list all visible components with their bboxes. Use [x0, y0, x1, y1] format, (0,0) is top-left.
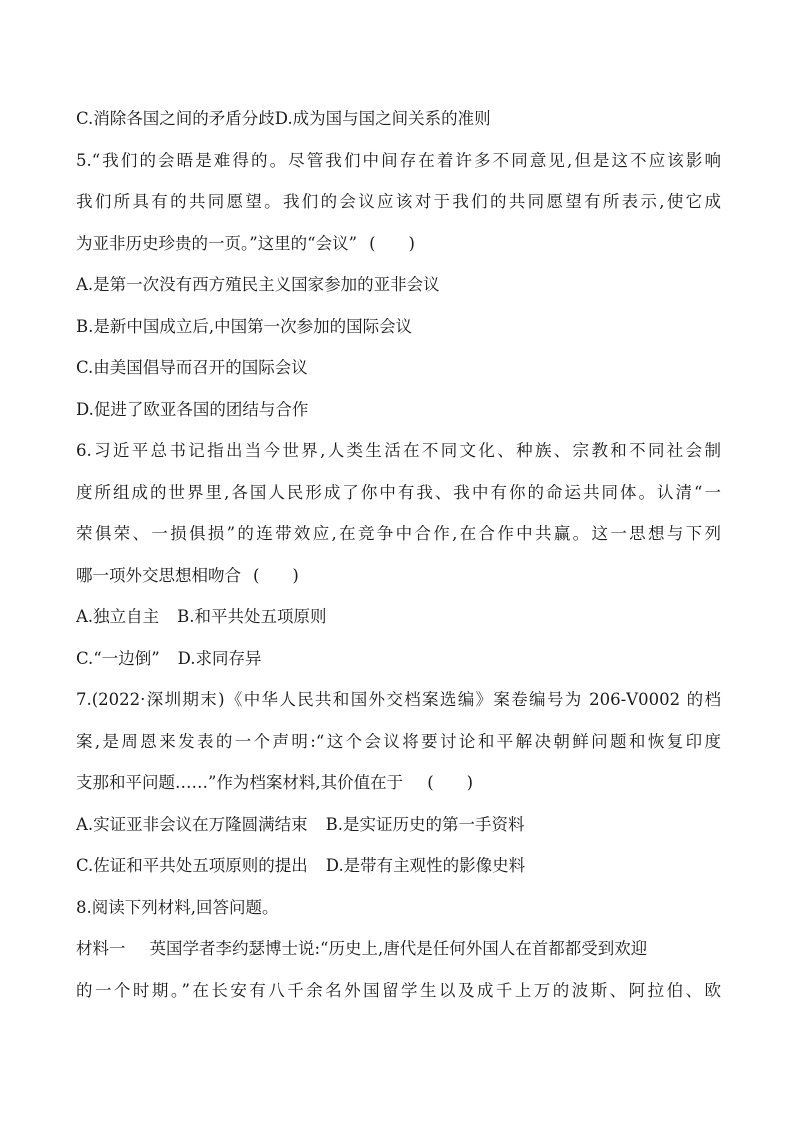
- q5-option-b: B.是新中国成立后,中国第一次参加的国际会议: [76, 316, 413, 336]
- q4-options-cd: [76, 98, 721, 140]
- q7-stem-line-3: 支那和平问题……”作为档案材料,其价值在于 ( ): [76, 762, 721, 804]
- q7-option-d: D.是带有主观性的影像史料: [325, 856, 526, 875]
- q7-option-c: C.佐证和平共处五项原则的提出: [76, 856, 308, 875]
- q4-option-c: C.消除各国之间的矛盾分歧: [76, 109, 275, 128]
- q6-option-b: B.和平共处五项原则: [177, 607, 327, 626]
- q8-stem: 8.阅读下列材料,回答问题。: [76, 897, 279, 917]
- q6-stem-line-3: 荣俱荣、一损俱损”的连带效应,在竞争中合作,在合作中共赢。这一思想与下列: [76, 524, 721, 543]
- q6-options-cd: [76, 638, 721, 680]
- q5-option-a: A.是第一次没有西方殖民主义国家参加的亚非会议: [76, 275, 440, 294]
- q7-answer-paren: ( ): [427, 773, 474, 792]
- q6-stem-line-2: 度所组成的世界里,各国人民形成了你中有我、我中有你的命运共同体。认清“一: [76, 482, 721, 502]
- q5-option-c: C.由美国倡导而召开的国际会议: [76, 358, 308, 377]
- q7-stem-line-1: 7.(2022·深圳期末)《中华人民共和国外交档案选编》案卷编号为 206-V0002 的档: [76, 690, 721, 709]
- q5-answer-paren: ( ): [369, 233, 415, 253]
- q7-option-b: B.是实证历史的第一手资料: [325, 814, 525, 834]
- q5-stem-line-2: 我们所具有的共同愿望。我们的会议应该对于我们的共同愿望有所表示,使它成: [76, 192, 721, 211]
- q4-option-d: D.成为国与国之间关系的准则: [274, 109, 491, 128]
- q6-stem-line-4: 哪一项外交思想相吻合 ( ): [76, 555, 721, 597]
- q7-stem-line-2: 案,是周恩来发表的一个声明:“这个会议将要讨论和平解决朝鲜问题和恢复印度: [76, 731, 721, 751]
- q7-options-ab: [76, 804, 721, 846]
- q6-option-c: C.“一边倒”: [76, 648, 160, 668]
- q6-stem-line-1: 6.习近平总书记指出当今世界,人类生活在不同文化、种族、宗教和不同社会制: [76, 441, 721, 460]
- material-1-line-2: 的一个时期。”在长安有八千余名外国留学生以及成千上万的波斯、阿拉伯、欧: [76, 980, 721, 1000]
- q7-option-a: A.实证亚非会议在万隆圆满结束: [76, 814, 308, 834]
- material-1-line-1: 材料一 英国学者李约瑟博士说:“历史上,唐代是任何外国人在首都都受到欢迎: [76, 939, 648, 958]
- material-1-label: 材料一: [76, 939, 126, 958]
- q7-options-cd: [76, 845, 721, 887]
- q6-option-a: A.独立自主: [76, 607, 160, 626]
- document-page: [76, 98, 721, 1011]
- q6-options-ab: [76, 596, 721, 638]
- q5-stem-line-1: 5.“我们的会晤是难得的。尽管我们中间存在着许多不同意见,但是这不应该影响: [76, 150, 721, 170]
- q5-option-d: D.促进了欧亚各国的团结与合作: [76, 399, 309, 419]
- q5-stem-line-3: 为亚非历史珍贵的一页。”这里的“会议” ( ): [76, 223, 721, 265]
- q6-answer-paren: ( ): [253, 565, 299, 585]
- q6-option-d: D.求同存异: [177, 648, 262, 668]
